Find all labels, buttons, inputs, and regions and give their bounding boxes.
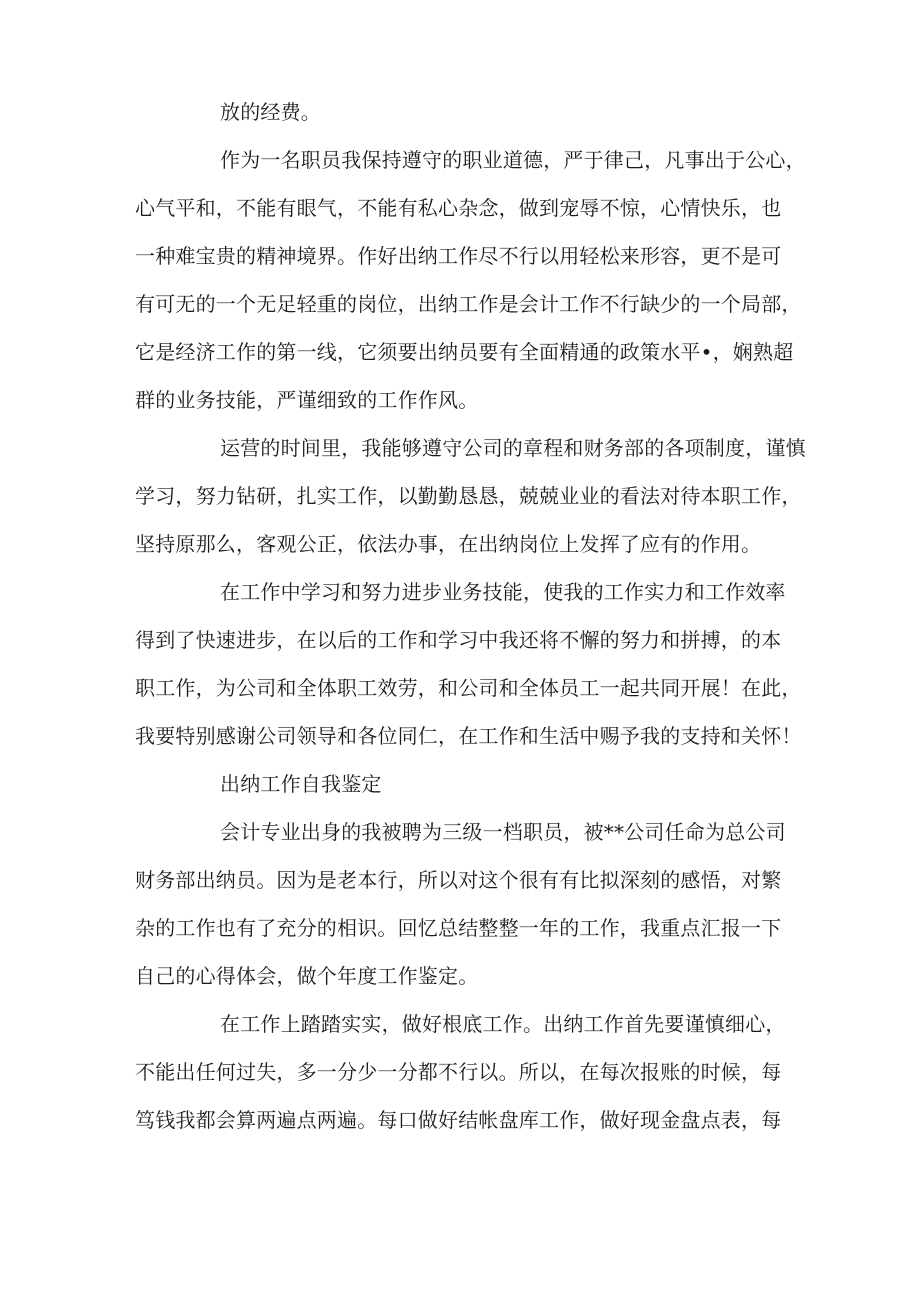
text-line: 自己的心得体会，做个年度工作鉴定。 <box>135 964 479 988</box>
text-line: 我要特别感谢公司领导和各位同仁，在工作和生活中赐予我的支持和关怀！ <box>135 724 802 748</box>
text-line: 会计专业出身的我被聘为三级一档职员，被**公司任命为总公司 <box>220 820 786 844</box>
text-line: 放的经费。 <box>220 100 321 124</box>
text-line: 得到了快速进步，在以后的工作和学习中我还将不懈的努力和拼搏，的本 <box>135 628 782 652</box>
text-line: 不能出任何过失，多一分少一分都不行以。所以，在每次报账的时候，每 <box>135 1060 782 1084</box>
text-line: 运营的时间里，我能够遵守公司的章程和财务部的各项制度，谨慎 <box>220 436 806 460</box>
text-line: 作为一名职员我保持遵守的职业道德，严于律己，凡事出于公心， <box>220 148 806 172</box>
text-line: 一种难宝贵的精神境界。作好出纳工作尽不行以用轻松来形容，更不是可 <box>135 244 782 268</box>
text-line: 在工作中学习和努力进步业务技能，使我的工作实力和工作效率 <box>220 580 786 604</box>
text-line: 群的业务技能，严谨细致的工作作风。 <box>135 388 479 412</box>
text-line: 有可无的一个无足轻重的岗位，出纳工作是会计工作不行缺少的一个局部， <box>135 292 802 316</box>
text-line: 财务部出纳员。因为是老本行，所以对这个很有有比拟深刻的感悟，对繁 <box>135 868 782 892</box>
text-line: 心气平和，不能有眼气，不能有私心杂念，做到宠辱不惊，心情快乐，也 <box>135 196 782 220</box>
text-line: 笃钱我都会算两遍点两遍。每口做好结帐盘库工作，做好现金盘点表，每 <box>135 1108 782 1132</box>
section-title: 出纳工作自我鉴定 <box>220 772 382 796</box>
text-line: 职工作，为公司和全体职工效劳，和公司和全体员工一起共同开展！在此， <box>135 676 802 700</box>
text-line: 学习，努力钻研，扎实工作，以勤勤恳恳，兢兢业业的看法对待本职工作， <box>135 484 802 508</box>
text-line: 它是经济工作的第一线，它须要出纳员要有全面精通的政策水平•，娴熟超 <box>135 340 794 364</box>
text-line: 杂的工作也有了充分的相识。回忆总结整整一年的工作，我重点汇报一下 <box>135 916 782 940</box>
text-line: 在工作上踏踏实实，做好根底工作。出纳工作首先要谨慎细心， <box>220 1012 786 1036</box>
text-line: 坚持原那么，客观公正，依法办事，在出纳岗位上发挥了应有的作用。 <box>135 532 762 556</box>
